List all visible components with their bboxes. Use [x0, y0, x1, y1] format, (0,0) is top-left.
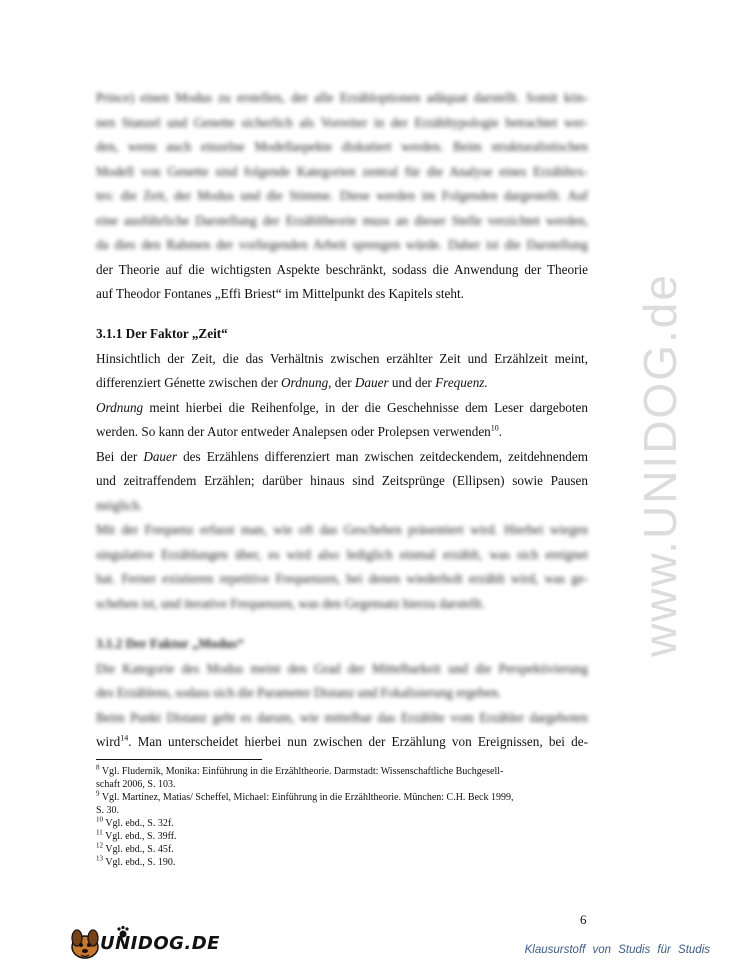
section-heading-zeit: 3.1.1 Der Faktor „Zeit“ — [96, 326, 228, 341]
text-line: wird$^{14}$. Man unterscheidet hierbei nun zwischen der Erzählung von Ereignissen, bei de- — [96, 733, 588, 749]
blurred-line: möglich. — [96, 497, 143, 513]
section-zeit — [96, 322, 588, 616]
intro-paragraph — [96, 86, 588, 307]
footnote: $^{10}$ Vgl. ebd., S. 32f. — [96, 815, 174, 829]
blurred-line: tes: die Zeit, der Modus und die Stimme. Diese werden im Folgenden dargestellt. Auf — [96, 188, 588, 203]
text-line: Hinsichtlich der Zeit, die das Verhältnis zwischen erzählter Zeit und Erzählzeit meint, — [96, 350, 588, 366]
footnote: $^{12}$ Vgl. ebd., S. 45f. — [96, 841, 174, 855]
blurred-line: des Erzählens, sodass sich die Parameter Distanz und Fokalisierung ergeben. — [96, 685, 502, 700]
footnote: $^8$ Vgl. Fludernik, Monika: Einführung in die Erzähltheorie. Darmstadt: Wissenschaftliche Buchgesell- — [96, 763, 504, 777]
blurred-line: Modell von Genette sind folgende Kategorien zentral für die Analyse eines Erzähltex- — [96, 163, 588, 179]
footnote-divider — [96, 759, 262, 760]
watermark-text: www.UNIDOG.de — [634, 273, 687, 657]
slogan: Klausurstoff von Studis für Studis — [524, 944, 710, 956]
blurred-line: da dies den Rahmen der vorliegenden Arbeit sprengen würde. Daher ist die Darstellung — [96, 237, 588, 252]
blurred-line: Die Kategorie des Modus meint den Grad der Mittelbarkeit und die Perspektivierung — [96, 660, 588, 676]
footnotes — [96, 765, 588, 869]
blurred-line: nen Stanzel und Genette sicherlich als Vorreiter in der Erzähltypologie betrachtet wer- — [96, 114, 588, 130]
text-line: werden. So kann der Autor entweder Analepsen oder Prolepsen verwenden$^{10}$. — [96, 423, 503, 439]
footnote-continuation: schaft 2006, S. 103. — [96, 779, 176, 790]
text-line: und zeitraffendem Erzählen; darüber hinaus sind Zeitsprünge (Ellipsen) sowie Pausen — [96, 473, 588, 488]
text-line: differenziert Génette zwischen der Ordnung, der Dauer und der Frequenz. — [96, 375, 488, 390]
blurred-line: schehen ist, und iterative Frequenzen, was den Gegensatz hierzu darstellt. — [96, 595, 485, 611]
logo-text: UNIDOG.DE — [100, 933, 220, 954]
watermark — [600, 250, 720, 680]
footnote: $^{11}$ Vgl. ebd., S. 39ff. — [96, 828, 177, 842]
blurred-line: den, wenn auch einzelne Modellaspekte diskutiert werden. Beim strukturalistischen — [96, 139, 588, 154]
blurred-line: Prince) einen Modus zu erstellen, der alle Erzähloptionen adäquat darstellt. Somit kön- — [96, 90, 588, 105]
section-heading-modus: 3.1.2 Der Faktor „Modus“ — [96, 636, 244, 651]
footnote: $^9$ Vgl. Martinez, Matias/ Scheffel, Michael: Einführung in die Erzähltheorie. München: C.H. Beck 1999, — [96, 789, 514, 803]
text-line: Ordnung meint hierbei die Reihenfolge, in der die Geschehnisse dem Leser dargeboten — [96, 399, 588, 415]
unidog-logo — [68, 925, 220, 961]
blurred-line: eine ausführliche Darstellung der Erzähltheorie muss an dieser Stelle verzichtet werden, — [96, 212, 588, 228]
blurred-line: Beim Punkt Distanz geht es darum, wie mittelbar das Erzählte vom Erzähler dargeboten — [96, 709, 588, 725]
page-number: 6 — [580, 912, 587, 927]
footnote-continuation: S. 30. — [96, 805, 120, 816]
blurred-line: Mit der Frequenz erfasst man, wie oft das Geschehen präsentiert wird. Hierbei wiegen — [96, 522, 588, 537]
text-line: Bei der Dauer des Erzählens differenziert man zwischen zeitdeckendem, zeitdehnendem — [96, 448, 588, 464]
footnote-ref: 14 — [120, 733, 129, 743]
footnote: $^{13}$ Vgl. ebd., S. 190. — [96, 854, 176, 868]
text-line: der Theorie auf die wichtigsten Aspekte beschränkt, sodass die Anwendung der Theorie — [96, 261, 588, 277]
dog-mascot-icon — [68, 925, 102, 961]
blurred-line: hat. Ferner existieren repetitive Frequenzen, bei denen wiederholt erzählt wird, was ge- — [96, 571, 588, 586]
blurred-line: singulative Erzählungen über, es wird also lediglich einmal erzählt, was sich ereignet — [96, 546, 588, 562]
section-modus — [96, 632, 588, 755]
footnote-ref: 10 — [490, 423, 499, 433]
text-line: auf Theodor Fontanes „Effi Briest“ im Mittelpunkt des Kapitels steht. — [96, 286, 464, 301]
